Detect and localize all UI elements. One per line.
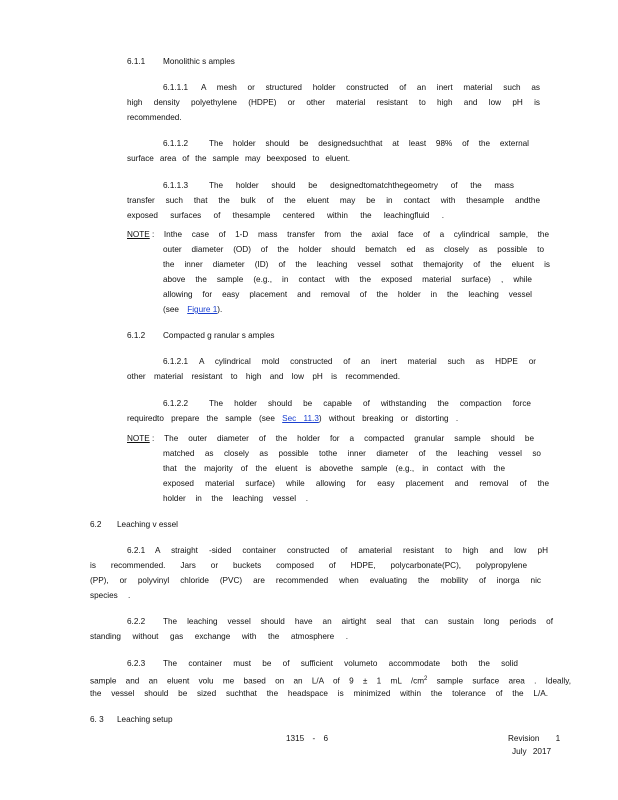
para-6-2-3-line-2 bbox=[90, 674, 571, 687]
section-6-1-2-title: Compacted g ranular s amples bbox=[163, 331, 275, 340]
note-1-line-6 bbox=[163, 305, 222, 315]
note-2-line-4: exposed material surface) while allowing for easy placement and removal of the bbox=[163, 479, 549, 488]
section-6-3-number: 6. 3 bbox=[90, 715, 104, 724]
para-6-1-1-1-line-3: recommended. bbox=[127, 113, 182, 122]
para-6-1-1-3-number: 6.1.1.3 bbox=[163, 181, 189, 190]
note-2-line-2: matched as closely as possible tothe inner diameter of the leaching vessel so bbox=[163, 449, 541, 458]
note-1-line-1: : Inthe case of 1-D mass transfer from the axial face of a cylindrical sample, the bbox=[152, 230, 549, 239]
para-6-2-1-line-3: (PP), or polyvinyl chloride (PVC) are recommended when evaluating the mobility of inorga nic bbox=[90, 576, 541, 585]
section-6-1-2-number: 6.1.2 bbox=[127, 331, 146, 340]
section-6-1-1-title: Monolithic s amples bbox=[163, 57, 235, 66]
para-6-2-3-text-b: sample surface area . Ideally, bbox=[436, 676, 571, 686]
para-6-1-1-3-line-2: transfer such that the bulk of the eluent may be in contact with thesample andthe bbox=[127, 196, 540, 205]
para-6-2-2-line-2: standing without gas exchange with the atmosphere . bbox=[90, 632, 348, 641]
section-6-2-title: Leaching v essel bbox=[117, 520, 178, 529]
revision-label: Revision 1 bbox=[508, 734, 561, 743]
para-6-2-3-line-1: The container must be of sufficient volumeto accommodate both the solid bbox=[163, 659, 518, 668]
note-1-line-4: above the sample (e.g., in contact with the exposed material surface) , while bbox=[163, 275, 532, 284]
para-6-2-2-number: 6.2.2 bbox=[127, 617, 146, 626]
revision-date: July 2017 bbox=[512, 747, 552, 756]
para-6-1-1-2-line-2: surface area of the sample may beexposed to eluent. bbox=[127, 154, 350, 163]
note-1-line-5: allowing for easy placement and removal of the holder in the leaching vessel bbox=[163, 290, 532, 299]
para-6-1-2-2-line-1: The holder should be capable of withstanding the compaction force bbox=[209, 399, 531, 408]
note-2-line-5: holder in the leaching vessel . bbox=[163, 494, 308, 503]
para-6-2-1-line-1: A straight -sided container constructed of amaterial resistant to high and low pH bbox=[155, 546, 548, 555]
para-6-2-3-number: 6.2.3 bbox=[127, 659, 146, 668]
note-2-line-1: : The outer diameter of the holder for a compacted granular sample should be bbox=[152, 434, 534, 443]
para-6-1-1-2-line-1: The holder should be designedsuchthat at least 98% of the external bbox=[209, 139, 529, 148]
note-1-label: NOTE bbox=[127, 230, 150, 239]
para-6-2-3-text-a: sample and an eluent volu me based on an L/A of 9 ± 1 mL /cm bbox=[90, 676, 425, 686]
para-6-1-2-2-line-2 bbox=[127, 414, 458, 424]
para-6-2-1-number: 6.2.1 bbox=[127, 546, 146, 555]
para-6-1-2-2-text-a: requiredto prepare the sample (see bbox=[127, 414, 275, 423]
superscript-2: 2 bbox=[424, 676, 428, 682]
page-number: 1315 - 6 bbox=[286, 734, 329, 743]
figure-1-link[interactable]: Figure 1 bbox=[187, 305, 218, 314]
para-6-2-2-line-1: The leaching vessel should have an airtight seal that can sustain long periods of bbox=[163, 617, 553, 626]
note-1-closing-text: ). bbox=[217, 305, 223, 314]
para-6-1-1-3-line-3: exposed surfaces of thesample centered within the leachingfluid . bbox=[127, 211, 444, 220]
para-6-1-1-1-line-2: high density polyethylene (HDPE) or other material resistant to high and low pH is bbox=[127, 98, 540, 107]
para-6-1-1-1-number: 6.1.1.1 bbox=[163, 83, 189, 92]
para-6-2-1-line-2: is recommended. Jars or buckets composed of HDPE, polycarbonate(PC), polypropylene bbox=[90, 561, 527, 570]
para-6-1-1-2-number: 6.1.1.2 bbox=[163, 139, 189, 148]
para-6-1-2-2-number: 6.1.2.2 bbox=[163, 399, 189, 408]
para-6-1-2-1-line-1: A cylindrical mold constructed of an inert material such as HDPE or bbox=[199, 357, 536, 366]
note-1-line-3: the inner diameter (ID) of the leaching vessel sothat themajority of the eluent is bbox=[163, 260, 550, 269]
para-6-1-2-1-number: 6.1.2.1 bbox=[163, 357, 189, 366]
note-2-line-3: that the majority of the eluent is abovethe sample (e.g., in contact with the bbox=[163, 464, 505, 473]
note-1-see-text: (see bbox=[163, 305, 179, 314]
para-6-1-2-1-line-2: other material resistant to high and low pH is recommended. bbox=[127, 372, 400, 381]
para-6-1-1-3-line-1: The holder should be designedtomatchthegeometry of the mass bbox=[209, 181, 514, 190]
section-6-2-number: 6.2 bbox=[90, 520, 102, 529]
para-6-2-3-line-3: the vessel should be sized suchthat the headspace is minimized within the tolerance of the L/A. bbox=[90, 689, 548, 698]
para-6-1-1-1-line-1: A mesh or structured holder constructed of an inert material such as bbox=[201, 83, 540, 92]
para-6-2-1-line-4: species . bbox=[90, 591, 131, 600]
section-6-1-1-number: 6.1.1 bbox=[127, 57, 146, 66]
para-6-1-2-2-text-b: ) without breaking or distorting . bbox=[318, 414, 459, 423]
section-11-3-link[interactable]: Sec 11.3 bbox=[282, 414, 319, 423]
note-1-line-2: outer diameter (OD) of the holder should bematch ed as closely as possible to bbox=[163, 245, 544, 254]
note-2-label: NOTE bbox=[127, 434, 150, 443]
section-6-3-title: Leaching setup bbox=[117, 715, 173, 724]
